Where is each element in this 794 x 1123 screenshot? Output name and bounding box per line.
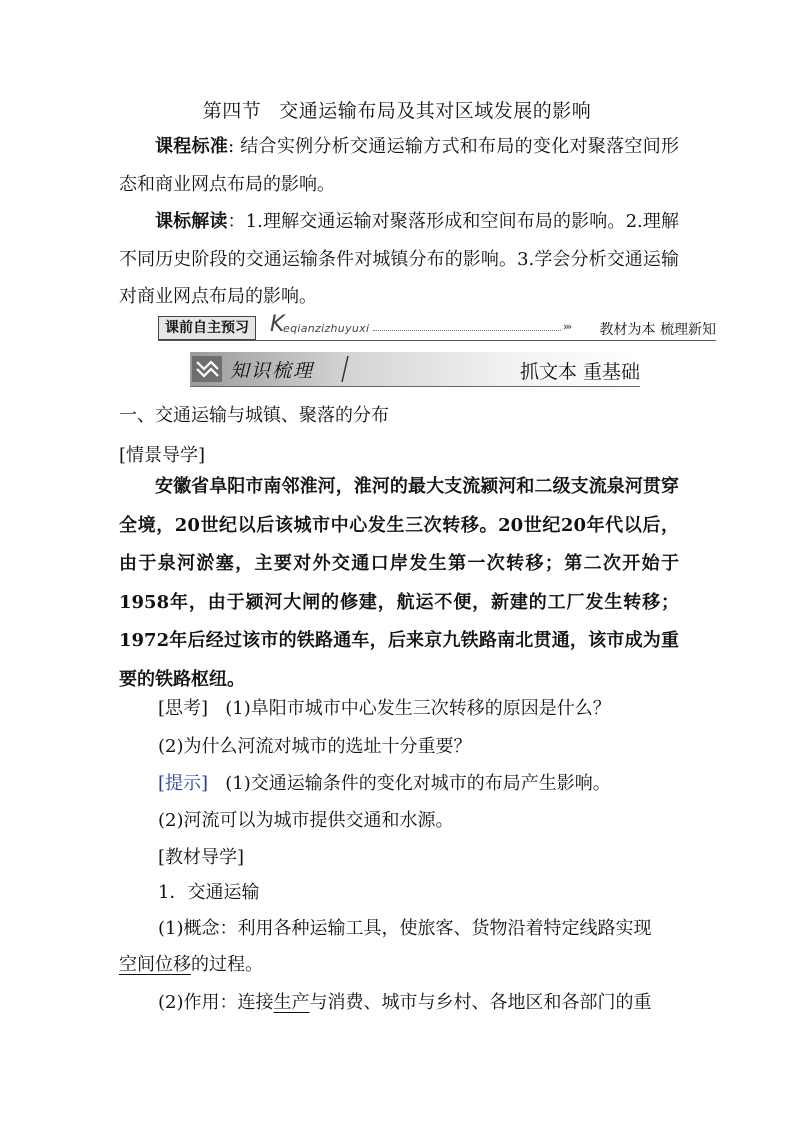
role-prefix: (2)作用：连接 [158, 992, 274, 1013]
role-underlined: 生产 [273, 992, 310, 1013]
heading-transport-settlement: 一、交通运输与城镇、聚落的分布 [119, 405, 389, 426]
interpretation-label: 课标解读 [155, 211, 228, 232]
hint-answer-1: (1)交通运输条件的变化对城市的布局产生影响。 [225, 773, 611, 794]
interpretation-text: ：1.理解交通运输对聚落形成和空间布局的影响。2.理解不同历史阶段的交通运输条件对城镇分布的影响。3.学会分析交通运输对商业网点布局的影响。 [119, 211, 679, 307]
think-question-1: (1)阜阳市城市中心发生三次转移的原因是什么？ [225, 698, 611, 719]
think-q1 [158, 694, 611, 720]
arrow-icon: ››› [563, 320, 571, 333]
hint-answer-2: (2)河流可以为城市提供交通和水源。 [158, 810, 454, 831]
think-tag: [思考] [158, 698, 209, 719]
item-transport: 1．交通运输 [158, 882, 260, 903]
banner-underline [158, 340, 716, 341]
think-question-2: (2)为什么河流对城市的选址十分重要？ [158, 736, 472, 757]
course-standard-label: 课程标准 [155, 136, 229, 157]
preview-banner-box: 课前自主预习 [158, 316, 256, 340]
preview-banner-pinyin: eqianzizhuyuxi [283, 322, 370, 335]
preview-banner-slogan: 教材为本 梳理新知 [599, 322, 716, 338]
banner-underline [190, 386, 640, 387]
textbook-tag: [教材导学] [158, 847, 245, 868]
dotted-divider [373, 330, 561, 331]
scene-tag: [情景导学] [119, 445, 206, 466]
concept-line-2 [119, 950, 263, 976]
section-name: 交通运输布局及其对区域发展的影响 [279, 100, 592, 122]
scene-paragraph: 安徽省阜阳市南邻淮河，淮河的最大支流颍河和二级支流泉河贯穿全境，20世纪以后该城市中心发生三次转移。20世纪20年代以后，由于泉河淤塞，主要对外交通口岸发生第一次转移；第二次开始于1958年，由于颍河大闸的修建，航运不便，新建的工厂发生转移；1972年后经过该市的铁路通车，后来京九铁路南北贯通，该市成为重要的铁路枢纽。 [119, 476, 679, 690]
hint-a1 [158, 769, 611, 795]
slash-divider [340, 355, 350, 383]
standard-interpretation [119, 203, 679, 316]
double-chevron-icon [192, 356, 222, 382]
page-title [0, 96, 794, 123]
concept-underlined: 空间位移 [119, 954, 191, 975]
role-suffix: 与消费、城市与乡村、各地区和各部门的重 [309, 992, 652, 1013]
role-line [158, 988, 652, 1014]
preview-banner [158, 312, 716, 342]
hint-tag: [提示] [158, 773, 209, 794]
course-standard-text: : 结合实例分析交通运输方式和布局的变化对聚落空间形态和商业网点布局的影响。 [119, 136, 679, 195]
course-standard [119, 128, 679, 203]
knowledge-banner-slogan: 抓文本 重基础 [519, 361, 640, 383]
knowledge-banner [190, 352, 640, 388]
concept-line: (1)概念：利用各种运输工具，使旅客、货物沿着特定线路实现 [158, 918, 652, 939]
knowledge-banner-label: 知识梳理 [230, 360, 315, 382]
concept-suffix: 的过程。 [191, 954, 263, 975]
section-number: 第四节 [202, 100, 262, 122]
preview-banner-k: K [270, 312, 285, 337]
